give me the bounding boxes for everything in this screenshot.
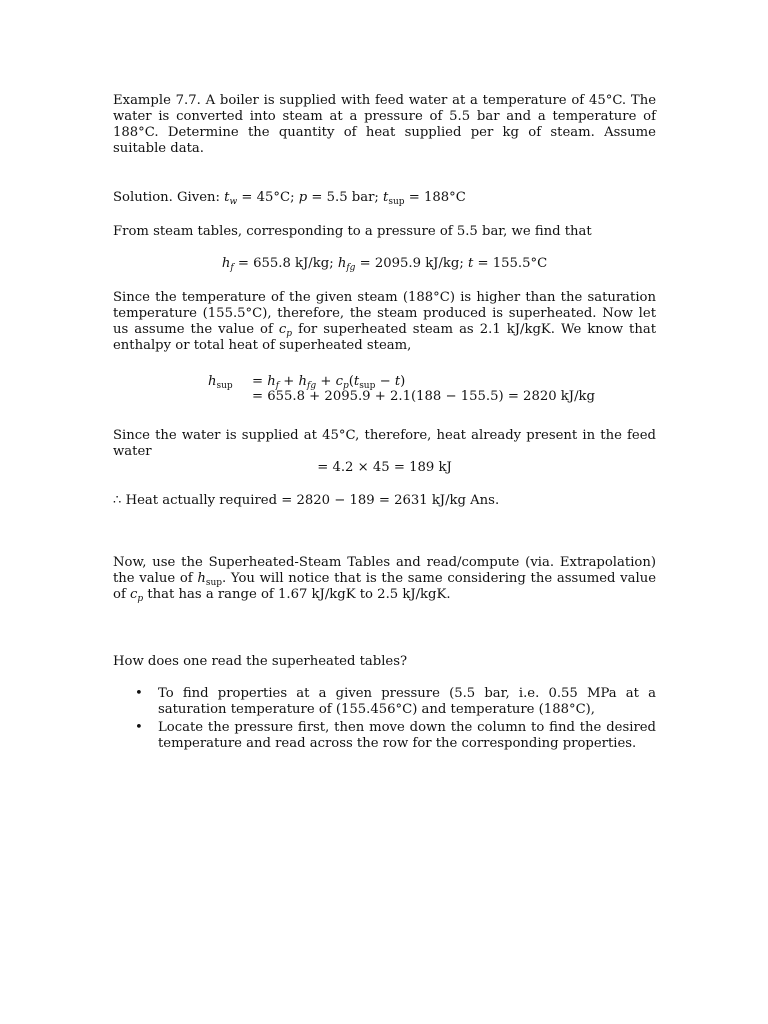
superheat-paragraph (113, 290, 656, 354)
hsup-variable: h (197, 571, 206, 586)
extension-paragraph (113, 555, 656, 603)
extension-text-b: . You will notice that is the same considering the assumed value of (113, 571, 656, 602)
p-variable: p (298, 190, 308, 205)
answer-line: ∴ Heat actually required = 2820 − 189 = 2631 kJ/kg Ans. (113, 493, 500, 508)
eq-token: ) (400, 374, 406, 389)
hf-value: = 655.8 kJ/kg; (233, 256, 338, 271)
enthalpy-formula-line (252, 374, 405, 390)
eq-token: + (316, 374, 336, 389)
cp-variable: c (278, 322, 287, 337)
cp-subscript: p (137, 594, 144, 604)
eq-token: h (267, 374, 276, 389)
cp-variable: c (130, 587, 138, 602)
eq-token: − (375, 374, 395, 389)
eq-token: fg (307, 381, 317, 391)
tsup-variable: t (383, 190, 389, 205)
list-item-text: To find properties at a given pressure (5.5 bar, i.e. 0.55 MPa at a saturation temperature of (155.456°C) and temperature (188°C), (158, 686, 656, 717)
steam-tables-line: From steam tables, corresponding to a pressure of 5.5 bar, we find that (113, 224, 592, 239)
hsup-lhs-subscript: sup (216, 381, 233, 391)
bullet-icon: • (135, 686, 143, 701)
superheat-text-a: Since the temperature of the given steam (188°C) is higher than the saturation temperature (155.5°C), therefore, the steam produced is superheated. Now let us assume the value of (113, 290, 656, 337)
extension-text-c: that has a range of 1.67 kJ/kgK to 2.5 kJ/kgK. (143, 587, 451, 602)
eq-token: = (252, 374, 268, 389)
tw-value: = 45°C; (237, 190, 299, 205)
eq-token: f (275, 381, 280, 391)
hsup-lhs-variable: h (208, 374, 217, 389)
hsup-lhs (208, 374, 233, 390)
feed-water-line: Since the water is supplied at 45°C, therefore, heat already present in the feed water (113, 428, 656, 459)
hf-subscript: f (230, 263, 234, 273)
hfg-value: = 2095.9 kJ/kg; (355, 256, 468, 271)
hfg-variable: h (337, 256, 347, 271)
eq-token: ( (348, 374, 354, 389)
feed-heat-equation: = 4.2 × 45 = 189 kJ (317, 460, 452, 475)
eq-token: + (279, 374, 299, 389)
example-statement: Example 7.7. A boiler is supplied with feed water at a temperature of 45°C. The water is converted into steam at a pressure of 5.5 bar and a temperature of 188°C. Determine the quantity of heat supplied per kg of steam. Assume suitable data. (113, 93, 656, 156)
solution-given-prefix: Solution. Given: (113, 190, 225, 205)
t-value: = 155.5°C (473, 256, 548, 271)
enthalpy-numeric-line: = 655.8 + 2095.9 + 2.1(188 − 155.5) = 2820 kJ/kg (252, 389, 595, 404)
eq-token: sup (359, 381, 376, 391)
list-item-text: Locate the pressure first, then move down the column to find the desired temperature and read across the row for the corresponding properties. (158, 720, 656, 751)
saturation-properties-equation (113, 256, 656, 272)
hsup-subscript: sup (205, 578, 223, 588)
howto-question: How does one read the superheated tables? (113, 654, 408, 669)
superheat-text-b: for superheated steam as 2.1 kJ/kgK. We know that enthalpy or total heat of superheated steam, (113, 322, 656, 353)
eq-token: h (298, 374, 308, 389)
hfg-subscript: fg (346, 263, 356, 273)
tsup-value: = 188°C (404, 190, 466, 205)
eq-token: t (394, 374, 401, 389)
howto-list (113, 686, 656, 754)
extension-text-a: Now, use the Superheated-Steam Tables and read/compute (via. Extrapolation) the value of (113, 555, 656, 586)
bullet-icon: • (135, 720, 143, 735)
tw-variable: t (224, 190, 230, 205)
hf-variable: h (221, 256, 231, 271)
solution-given-line (113, 190, 656, 206)
tw-subscript: w (229, 197, 238, 207)
eq-token: t (353, 374, 360, 389)
list-item (113, 720, 656, 752)
eq-token: p (342, 381, 349, 391)
cp-subscript: p (286, 329, 293, 339)
tsup-subscript: sup (388, 197, 405, 207)
p-value: = 5.5 bar; (307, 190, 384, 205)
list-item (113, 686, 656, 718)
eq-token: c (335, 374, 343, 389)
t-variable: t (467, 256, 474, 271)
